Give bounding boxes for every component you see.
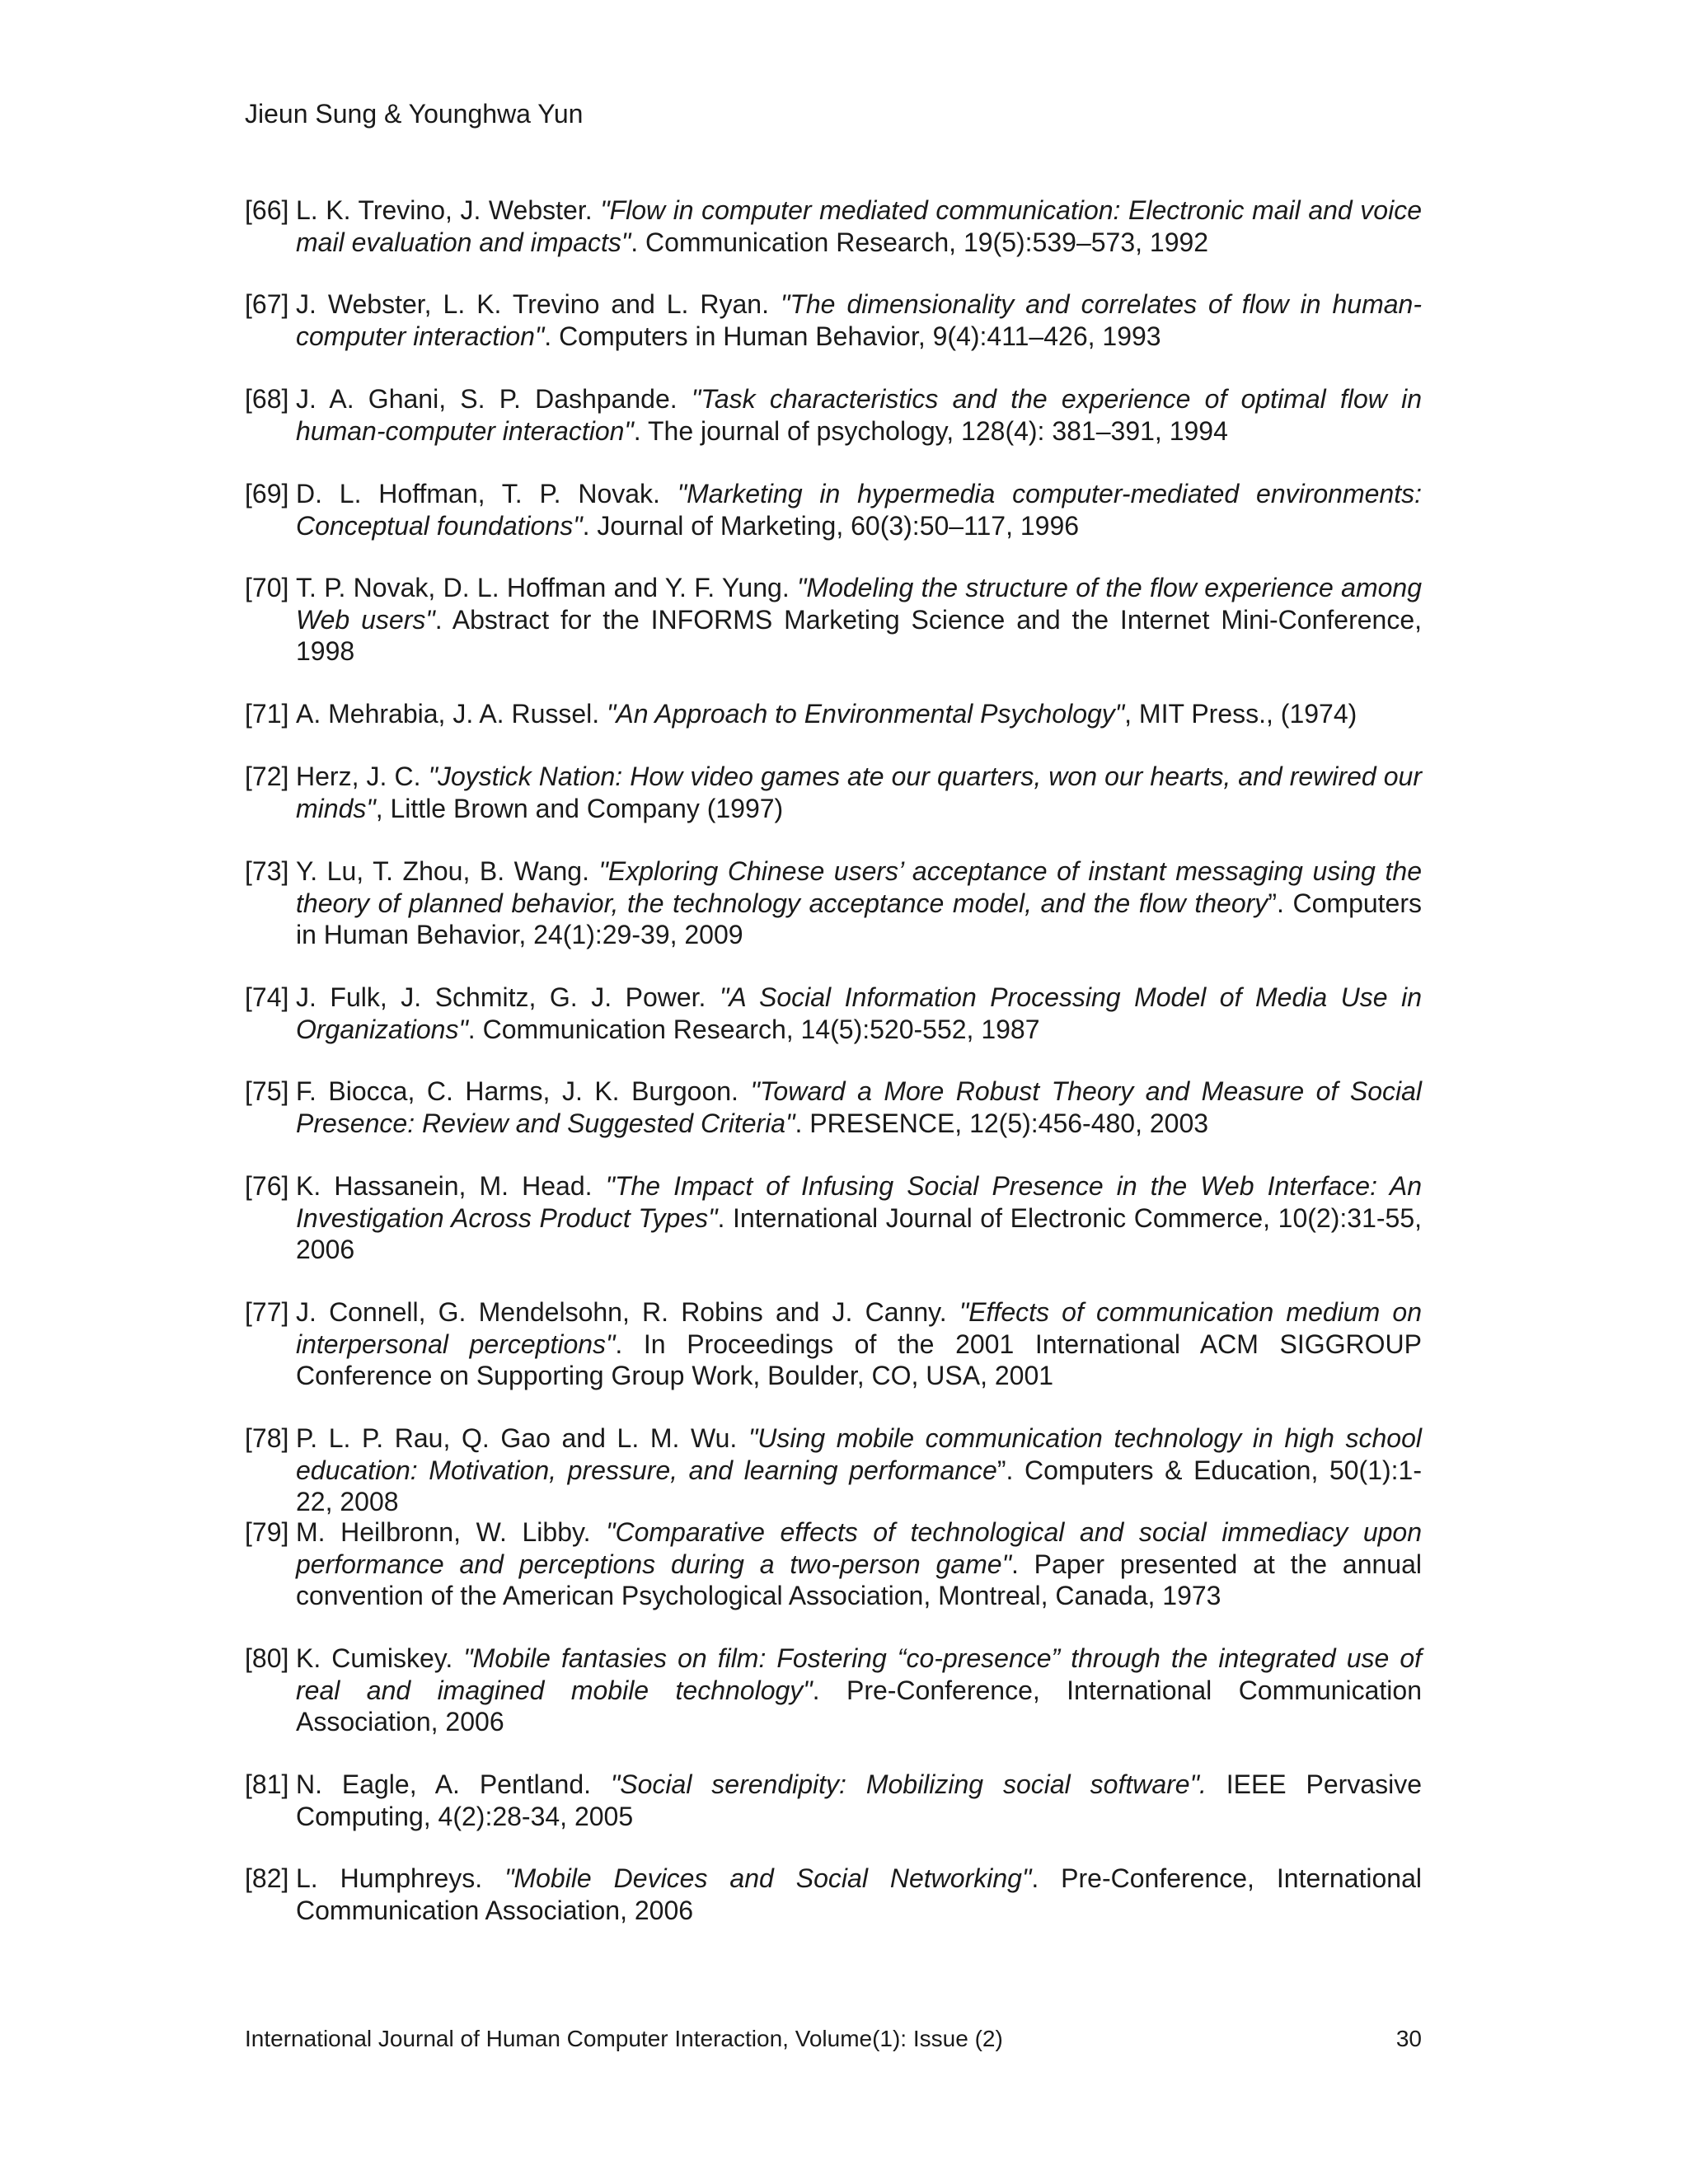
reference-number: [81] <box>245 1769 289 1799</box>
reference-authors: P. L. P. Rau, Q. Gao and L. M. Wu. <box>296 1423 748 1453</box>
reference-title: "Task characteristics and the experience of optimal flow in human-computer interaction" <box>296 384 1423 446</box>
reference-title: "The dimensionality and correlates of flow in human-computer interaction" <box>296 289 1423 351</box>
reference-source: . International Journal of Electronic Commerce, 10(2):31-55, 2006 <box>296 1202 1423 1264</box>
reference-source: . Computers in Human Behavior, 9(4):411–426, 1993 <box>544 321 1161 351</box>
reference-authors: N. Eagle, A. Pentland. <box>296 1769 611 1799</box>
reference-title: "Effects of communication medium on interpersonal perceptions" <box>296 1297 1423 1359</box>
reference-authors: T. P. Novak, D. L. Hoffman and Y. F. Yung. <box>296 573 798 602</box>
reference-title: "Mobile Devices and Social Networking" <box>504 1863 1032 1893</box>
reference-item <box>245 1422 1422 1518</box>
reference-title: "A Social Information Processing Model of Media Use in Organizations" <box>296 982 1423 1044</box>
reference-number: [77] <box>245 1297 289 1327</box>
reference-source: . Communication Research, 19(5):539–573, 1992 <box>631 227 1209 257</box>
reference-authors: J. Webster, L. K. Trevino and L. Ryan. <box>296 289 781 319</box>
reference-authors: L. Humphreys. <box>296 1863 505 1893</box>
footer-journal-title: International Journal of Human Computer Interaction, Volume(1): Issue (2) <box>245 2026 1003 2051</box>
reference-item <box>245 982 1422 1045</box>
reference-item <box>245 1769 1422 1832</box>
reference-item <box>245 288 1422 352</box>
reference-authors: A. Mehrabia, J. A. Russel. <box>296 699 607 729</box>
reference-title: "Toward a More Robust Theory and Measure of Social Presence: Review and Suggested Criteria" <box>296 1076 1423 1138</box>
reference-source: . PRESENCE, 12(5):456-480, 2003 <box>795 1108 1209 1138</box>
reference-source: . Pre-Conference, International Communication Association, 2006 <box>296 1863 1423 1925</box>
reference-authors: J. Fulk, J. Schmitz, G. J. Power. <box>296 982 720 1012</box>
reference-number: [67] <box>245 289 289 319</box>
reference-source: ”. Computers in Human Behavior, 24(1):29-39, 2009 <box>296 888 1423 949</box>
reference-number: [70] <box>245 573 289 602</box>
page-number: 30 <box>1395 2026 1422 2051</box>
reference-source: ”. Computers & Education, 50(1):1-22, 2008 <box>296 1455 1423 1516</box>
reference-title: "Flow in computer mediated communication: Electronic mail and voice mail evaluation and impacts" <box>296 195 1423 257</box>
reference-number: [75] <box>245 1076 289 1106</box>
reference-item <box>245 1643 1422 1738</box>
reference-authors: F. Biocca, C. Harms, J. K. Burgoon. <box>296 1076 751 1106</box>
reference-source: . Paper presented at the annual convention of the American Psychological Association, Montreal, Canada, 1973 <box>296 1549 1423 1610</box>
reference-source: , MIT Press., (1974) <box>1124 699 1357 729</box>
reference-title: "An Approach to Environmental Psychology" <box>607 699 1125 729</box>
reference-number: [82] <box>245 1863 289 1893</box>
reference-title: "Social serendipity: Mobilizing social software". <box>610 1769 1207 1799</box>
reference-item <box>245 761 1422 824</box>
reference-title: "Using mobile communication technology in high school education: Motivation, pressure, and learning performance <box>296 1423 1423 1485</box>
reference-authors: Herz, J. C. <box>296 762 429 791</box>
reference-item <box>245 1170 1422 1266</box>
reference-number: [76] <box>245 1171 289 1201</box>
reference-title: "Exploring Chinese users’ acceptance of instant messaging using the theory of planned behavior, the technology acceptance model, and the flow theory <box>296 856 1423 918</box>
reference-source: . Pre-Conference, International Communication Association, 2006 <box>296 1675 1423 1736</box>
reference-item <box>245 478 1422 541</box>
reference-item <box>245 194 1422 258</box>
reference-title: "Joystick Nation: How video games ate our quarters, won our hearts, and rewired our minds" <box>296 762 1423 823</box>
reference-title: "Modeling the structure of the flow experience among Web users" <box>296 573 1423 635</box>
reference-number: [78] <box>245 1423 289 1453</box>
reference-source: . Journal of Marketing, 60(3):50–117, 1996 <box>582 510 1080 541</box>
reference-source: . The journal of psychology, 128(4): 381–391, 1994 <box>633 415 1228 446</box>
reference-source: . Abstract for the INFORMS Marketing Science and the Internet Mini-Conference, 1998 <box>296 604 1423 666</box>
reference-number: [68] <box>245 384 289 414</box>
reference-number: [80] <box>245 1643 289 1673</box>
reference-source: . Communication Research, 14(5):520-552, 1987 <box>467 1014 1040 1044</box>
reference-source: . In Proceedings of the 2001 International ACM SIGGROUP Conference on Supporting Group Work, Boulder, CO, USA, 2001 <box>296 1329 1423 1390</box>
reference-number: [73] <box>245 856 289 886</box>
reference-item <box>245 1516 1422 1612</box>
reference-authors: K. Hassanein, M. Head. <box>296 1171 606 1201</box>
reference-item <box>245 572 1422 668</box>
reference-authors: M. Heilbronn, W. Libby. <box>296 1517 607 1547</box>
reference-authors: J. A. Ghani, S. P. Dashpande. <box>296 384 692 414</box>
reference-title: "Comparative effects of technological and social immediacy upon performance and perceptions during a two-person game" <box>296 1517 1423 1579</box>
reference-number: [79] <box>245 1517 289 1547</box>
reference-source: , Little Brown and Company (1997) <box>375 793 784 823</box>
reference-item <box>245 1863 1422 1926</box>
reference-title: "The Impact of Infusing Social Presence in the Web Interface: An Investigation Across Product Types" <box>296 1171 1423 1233</box>
reference-source: IEEE Pervasive Computing, 4(2):28-34, 2005 <box>296 1769 1423 1831</box>
running-head-authors: Jieun Sung & Younghwa Yun <box>245 99 584 129</box>
reference-number: [74] <box>245 982 289 1012</box>
reference-item <box>245 855 1422 951</box>
reference-item <box>245 1076 1422 1139</box>
reference-item <box>245 1296 1422 1392</box>
reference-authors: D. L. Hoffman, T. P. Novak. <box>296 479 678 509</box>
reference-authors: L. K. Trevino, J. Webster. <box>296 195 601 225</box>
reference-authors: K. Cumiskey. <box>296 1643 464 1673</box>
reference-title: "Mobile fantasies on film: Fostering “co-presence” through the integrated use of real and imagined mobile technology" <box>296 1643 1423 1705</box>
reference-number: [69] <box>245 479 289 509</box>
reference-authors: J. Connell, G. Mendelsohn, R. Robins and J. Canny. <box>296 1297 959 1327</box>
reference-number: [66] <box>245 195 289 225</box>
reference-authors: Y. Lu, T. Zhou, B. Wang. <box>296 856 599 886</box>
reference-item <box>245 698 1422 730</box>
reference-number: [72] <box>245 762 289 791</box>
reference-item <box>245 383 1422 447</box>
reference-title: "Marketing in hypermedia computer-mediated environments: Conceptual foundations" <box>296 479 1423 541</box>
reference-number: [71] <box>245 699 289 729</box>
